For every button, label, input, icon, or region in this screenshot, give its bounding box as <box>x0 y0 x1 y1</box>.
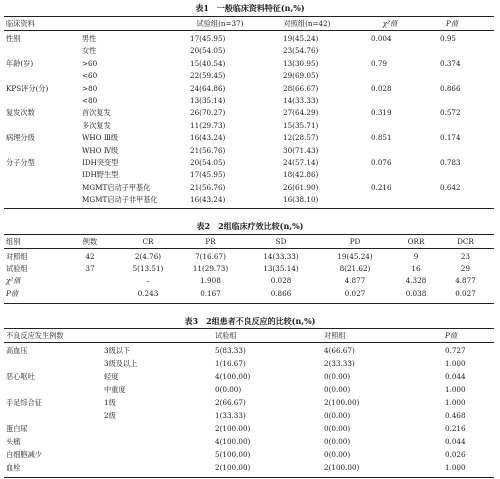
table1-row-sub: <60 <box>82 71 98 81</box>
table2-cell: 37 <box>85 264 95 274</box>
table2-cell: 42 <box>85 252 95 261</box>
table1-cell-p: 0.572 <box>440 108 461 118</box>
table2-cell: – <box>146 276 150 286</box>
table2-cell: 0.028 <box>270 276 292 286</box>
table3-cell-control: 0(0.00) <box>324 411 351 420</box>
table3-cell-p: 0.216 <box>445 424 466 433</box>
table1-cell-chi: 0.851 <box>371 133 392 143</box>
table3-cell-trial: 2(100.00) <box>215 463 251 472</box>
table2-header-rule <box>4 248 494 249</box>
table3-row-group: 白细胞减少 <box>6 450 42 459</box>
table1-cell-control: 13(30.95) <box>283 58 319 68</box>
table1-row-sub: 多次复发 <box>82 120 111 130</box>
table1-cell-control: 14(33.33) <box>283 96 319 105</box>
table3-cell-trial: 2(100.00) <box>215 424 251 433</box>
table2-cell: 1.908 <box>200 276 221 286</box>
table2-cell: 4.877 <box>344 276 366 286</box>
table1-header-rule <box>4 30 494 31</box>
table1-cell-control: 29(69.05) <box>283 71 319 81</box>
table3-cell-control: 0(0.00) <box>324 437 351 446</box>
table3-caption: 表3 2组患者不良反应的比较(n,%) <box>184 316 316 326</box>
table1-cell-control: 19(45.24) <box>283 34 319 43</box>
table3-header-cell: 试验组 <box>215 331 237 340</box>
table1-row-sub: >60 <box>82 58 98 68</box>
table1-cell-control: 18(42.86) <box>283 170 319 180</box>
table1-row-sub: WHO Ⅳ级 <box>82 145 119 155</box>
table1-row-group: 年龄(岁) <box>6 58 34 68</box>
table1-header-cell: P值 <box>445 19 459 28</box>
table3-cell-p: 1.000 <box>445 385 466 394</box>
table1-cell-trial: 21(56.76) <box>190 145 226 155</box>
table1-cell-trial: 20(54.05) <box>190 46 226 56</box>
table3-cell-control: 2(100.00) <box>324 463 360 472</box>
table1-cell-trial: 15(40.54) <box>190 58 226 68</box>
table3-cell-p: 0.727 <box>445 346 466 355</box>
table1-header-cell: 对照组(n=42) <box>283 19 331 28</box>
table1-cell-trial: 21(56.76) <box>190 182 226 192</box>
table3-cell-trial: 1(16.67) <box>215 359 246 368</box>
table2-header-cell: DCR <box>457 237 474 246</box>
table1-row-group: 病理分级 <box>6 133 35 143</box>
table3-header-cell: P值 <box>445 331 458 340</box>
table2-cell: 9 <box>413 252 419 261</box>
table1-cell-trial: 17(45.95) <box>190 34 226 43</box>
table1-row-sub: IDH突变型 <box>82 158 119 167</box>
table1-row-sub: MGMT启动子非甲基化 <box>82 195 158 205</box>
table1-row-sub: 男性 <box>82 34 97 43</box>
table2-header-cell: PD <box>349 237 361 246</box>
table2-cell: 5(13.51) <box>132 264 164 274</box>
table1-cell-control: 15(35.71) <box>283 120 319 130</box>
table1-cell-chi: 0.028 <box>371 83 392 93</box>
table3-cell-trial: 4(100.00) <box>215 372 251 381</box>
table3-cell-trial: 4(100.00) <box>215 437 251 446</box>
table1-row-sub: MGMT启动子甲基化 <box>82 182 151 192</box>
table2-cell: 0.866 <box>270 288 292 298</box>
table1-cell-trial: 22(59.45) <box>190 71 226 81</box>
table1-cell-p: 0.174 <box>440 133 461 143</box>
table3-cell-control: 0(0.00) <box>324 372 351 381</box>
table3-cell-control: 2(33.33) <box>324 359 355 368</box>
table3-cell-p: 1.000 <box>445 398 466 407</box>
table1-cell-trial: 20(54.05) <box>190 158 226 167</box>
table2-cell: 19(45.24) <box>337 252 373 261</box>
table2-cell: 4.877 <box>455 276 476 286</box>
table1-row-sub: <80 <box>82 96 98 105</box>
table2-cell: 8(21.62) <box>339 264 371 274</box>
table2-header-cell: PR <box>205 237 216 246</box>
table3-row-sub: 3级以下 <box>104 346 131 355</box>
table1-row-group: 分子分型 <box>6 158 35 167</box>
table1-cell-control: 28(66.67) <box>283 83 319 93</box>
table1-cell-p: 0.783 <box>440 158 461 167</box>
table3-cell-control: 4(66.67) <box>324 346 355 355</box>
table1-cell-control: 16(38.10) <box>283 195 319 205</box>
table3-cell-control: 0(0.00) <box>324 385 351 394</box>
table2-row-label: 对照组 <box>6 252 28 261</box>
table2-cell: 29 <box>460 264 471 274</box>
table3-row-sub: 中重度 <box>104 385 126 394</box>
table3-header-rule <box>4 342 494 343</box>
table3-cell-control: 2(100.00) <box>324 398 360 407</box>
table1-row-sub: 女性 <box>82 46 97 56</box>
table3-cell-trial: 2(66.67) <box>215 398 246 407</box>
table3-row-group: 血栓 <box>6 463 21 472</box>
table1-cell-p: 0.866 <box>440 83 461 93</box>
table1-cell-control: 23(54.76) <box>283 46 319 56</box>
table2-top-rule <box>4 234 494 235</box>
table3-top-rule <box>4 328 494 329</box>
table3-cell-p: 1.000 <box>445 463 466 472</box>
table1-header-cell: 试验组(n=37) <box>196 19 244 28</box>
table2-cell: 13(35.14) <box>263 264 299 274</box>
table1-cell-trial: 16(43.24) <box>190 195 226 205</box>
table1-cell-p: 0.95 <box>440 34 457 43</box>
table3-cell-trial: 1(33.33) <box>215 411 246 420</box>
table3-row-sub: 轻度 <box>104 372 119 381</box>
table1-cell-trial: 17(45.95) <box>190 170 226 180</box>
table3-cell-p: 0.044 <box>445 372 466 381</box>
table1-bottom-rule <box>4 208 494 209</box>
table1-cell-control: 27(64.29) <box>283 108 319 118</box>
table2-cell: 0.038 <box>405 288 427 298</box>
table1-cell-trial: 13(35.14) <box>190 96 226 105</box>
table3-cell-control: 0(0.00) <box>324 424 351 433</box>
table1-cell-trial: 11(29.73) <box>190 120 226 130</box>
table1-cell-control: 24(57.14) <box>283 158 319 167</box>
table3-row-sub: 1级 <box>104 398 116 407</box>
table1-row-sub: >80 <box>82 83 98 93</box>
table3-row-sub: 3级及以上 <box>104 359 138 368</box>
table3-cell-p: 1.000 <box>445 359 466 368</box>
table2-cell: 11(29.73) <box>192 264 229 274</box>
table1-header-cell: 临床资料 <box>6 19 35 28</box>
table3-cell-p: 0.468 <box>445 411 466 420</box>
table2-cell: 14(33.33) <box>263 252 299 261</box>
table3-row-group: 蛋白尿 <box>6 424 28 433</box>
table3-header-cell: 不良反应发生例数 <box>6 331 64 340</box>
table1-row-sub: WHO Ⅲ级 <box>82 133 118 143</box>
table1-cell-chi: 0.216 <box>371 182 392 192</box>
table1-row-group: KPS评分(分) <box>6 83 49 93</box>
table1-top-rule <box>4 16 494 17</box>
table2-cell: 0.167 <box>200 288 221 298</box>
table1-cell-control: 30(71.43) <box>283 145 319 155</box>
table2-cell: 2(4.76) <box>134 252 162 261</box>
table2-cell: 7(16.67) <box>195 252 226 261</box>
table3-cell-trial: 0(0.00) <box>215 385 242 394</box>
table3-cell-p: 0.044 <box>445 437 466 446</box>
table2-row-label: χ²值 <box>6 276 21 286</box>
table2-header-cell: 例数 <box>82 237 98 246</box>
table1-header-cell: χ²值 <box>382 19 398 28</box>
table1-cell-p: 0.642 <box>440 182 461 192</box>
table2-cell: 4.328 <box>405 276 427 286</box>
table3-row-group: 头痛 <box>6 437 21 446</box>
table1-row-group: 复发次数 <box>6 108 35 118</box>
table3-cell-p: 0.026 <box>445 450 466 459</box>
table3-cell-trial: 5(83.33) <box>215 346 246 355</box>
table3-row-group: 恶心呕吐 <box>6 372 35 381</box>
table2-cell: 0.243 <box>137 288 159 298</box>
table1-cell-trial: 24(64.86) <box>190 83 226 93</box>
table2-cell: 16 <box>411 264 421 274</box>
table1-cell-control: 26(61.90) <box>283 182 319 192</box>
table2-cell: 0.027 <box>455 288 476 298</box>
table1-caption: 表1 一般临床资料特征(n,%) <box>195 3 305 13</box>
table1-cell-chi: 0.79 <box>371 58 388 68</box>
table1-cell-trial: 16(43.24) <box>190 133 226 143</box>
table1-row-sub: IDH野生型 <box>82 170 119 180</box>
table2-row-label: 试验组 <box>6 264 28 274</box>
table3-row-sub: 2级 <box>104 411 116 420</box>
table1-cell-p: 0.374 <box>440 58 461 68</box>
table3-bottom-rule <box>4 477 494 478</box>
table2-header-cell: CR <box>142 237 154 246</box>
table1-cell-chi: 0.319 <box>371 108 392 118</box>
table1-row-group: 性别 <box>6 34 21 43</box>
table3-cell-control: 0(0.00) <box>324 450 351 459</box>
table2-header-cell: SD <box>275 237 287 246</box>
table2-header-cell: 组别 <box>6 237 21 246</box>
table2-row-label: P值 <box>6 288 19 298</box>
table3-row-group: 高血压 <box>6 346 28 355</box>
table1-row-sub: 首次复发 <box>82 108 111 118</box>
table1-cell-control: 12(28.57) <box>283 133 319 143</box>
table1-cell-chi: 0.076 <box>371 158 392 167</box>
table2-cell: 23 <box>460 252 471 261</box>
table3-cell-trial: 5(100.00) <box>215 450 251 459</box>
table2-cell: 0.027 <box>344 288 366 298</box>
table3-row-group: 手足综合征 <box>6 398 42 407</box>
table2-header-cell: ORR <box>407 237 425 246</box>
table1-cell-trial: 26(70.27) <box>190 108 226 118</box>
table1-cell-chi: 0.004 <box>371 34 392 43</box>
table3-header-cell: 对照组 <box>324 331 346 340</box>
table2-caption: 表2 2组临床疗效比较(n,%) <box>196 221 304 231</box>
table2-bottom-rule <box>4 303 494 304</box>
